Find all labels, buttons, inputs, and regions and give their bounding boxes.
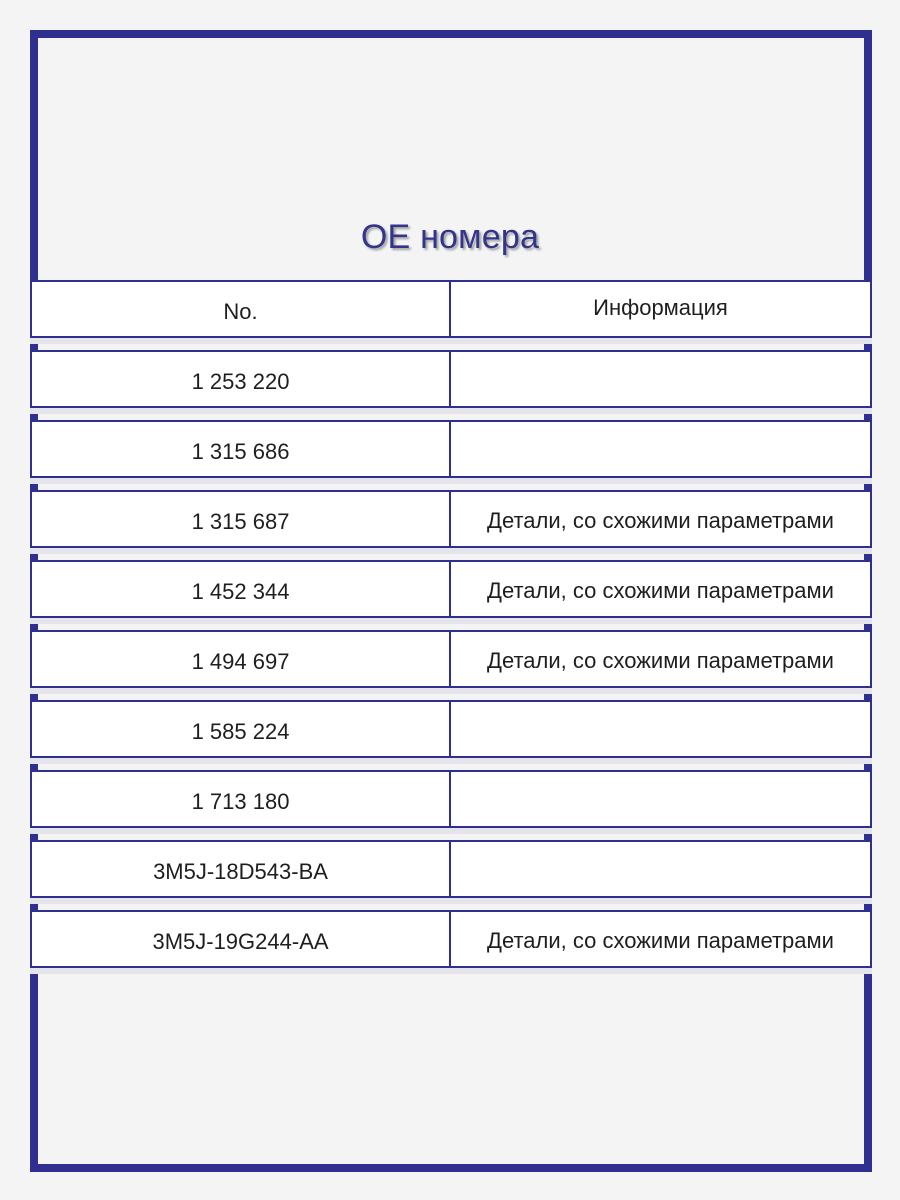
info-cell bbox=[451, 352, 870, 406]
oe-number-cell: 1 315 687 bbox=[32, 492, 451, 546]
oe-number-cell: 1 315 686 bbox=[32, 422, 451, 476]
table-row bbox=[30, 910, 872, 968]
info-cell: Детали, со схожими параметрами bbox=[487, 928, 834, 953]
oe-number-cell: 3M5J-18D543-BA bbox=[32, 842, 451, 896]
table-row bbox=[30, 770, 872, 828]
oe-number-cell: 1 713 180 bbox=[32, 772, 451, 826]
oe-number-cell: 1 494 697 bbox=[32, 632, 451, 686]
table-row bbox=[30, 560, 872, 618]
oe-number-cell: 1 452 344 bbox=[32, 562, 451, 616]
info-cell bbox=[451, 772, 870, 826]
info-cell: Детали, со схожими параметрами bbox=[487, 578, 834, 603]
oe-number-cell: 1 585 224 bbox=[32, 702, 451, 756]
table-row bbox=[30, 840, 872, 898]
oe-numbers-table bbox=[30, 280, 872, 980]
table-row bbox=[30, 700, 872, 758]
header-info: Информация bbox=[593, 295, 728, 320]
oe-number-cell: 1 253 220 bbox=[32, 352, 451, 406]
oe-number-cell: 3M5J-19G244-AA bbox=[32, 912, 451, 966]
table-header-row bbox=[30, 280, 872, 338]
table-row bbox=[30, 350, 872, 408]
info-cell: Детали, со схожими параметрами bbox=[487, 508, 834, 533]
table-row bbox=[30, 490, 872, 548]
info-cell bbox=[451, 702, 870, 756]
table-row bbox=[30, 420, 872, 478]
header-no: No. bbox=[32, 282, 451, 336]
page-title: OE номера bbox=[360, 218, 540, 256]
info-cell: Детали, со схожими параметрами bbox=[487, 648, 834, 673]
table-row bbox=[30, 630, 872, 688]
info-cell bbox=[451, 422, 870, 476]
info-cell bbox=[451, 842, 870, 896]
